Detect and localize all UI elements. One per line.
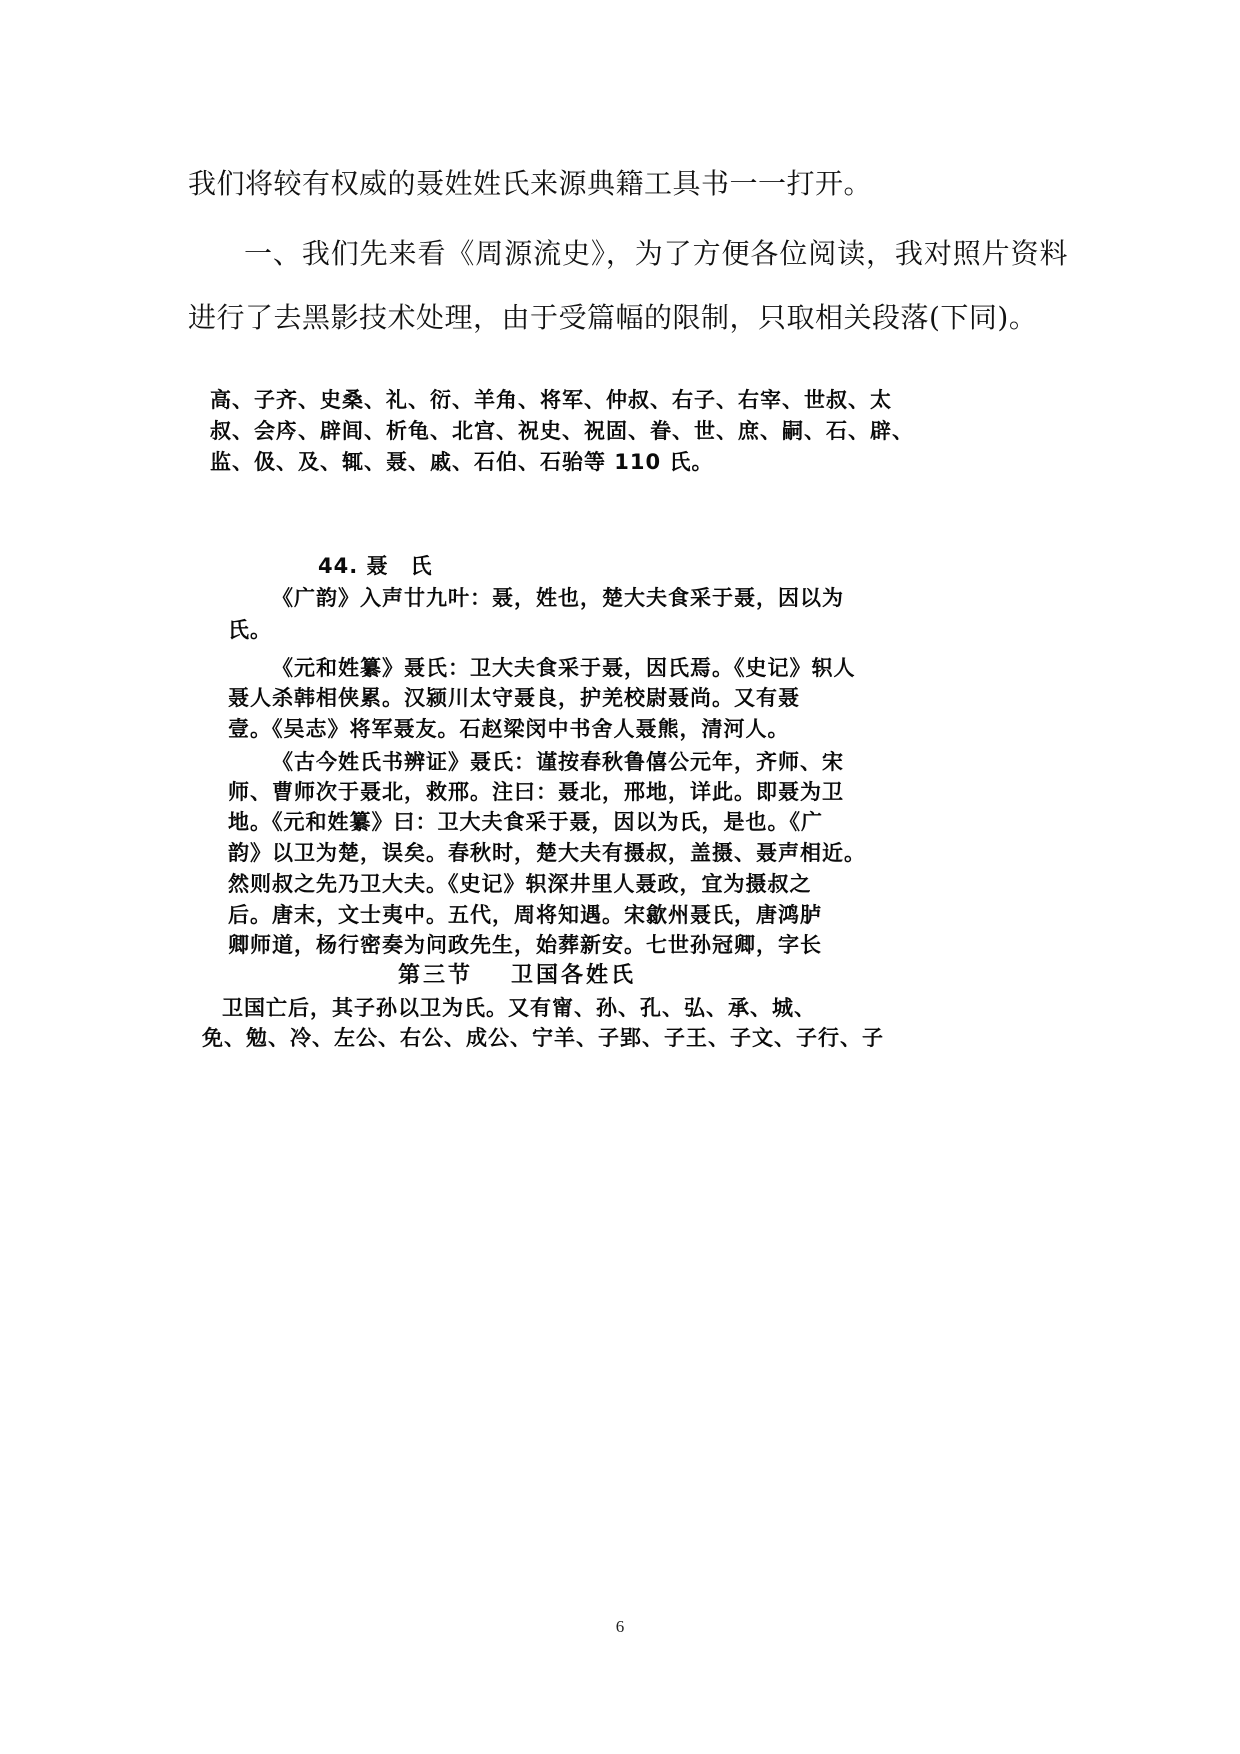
section-line: 免、勉、冷、左公、右公、成公、宁羊、子郢、子王、子文、子行、子 bbox=[202, 1026, 884, 1050]
entry-line: 《广韵》入声廿九叶：聂，姓也，楚大夫食采于聂，因以为 bbox=[272, 586, 844, 610]
scan-artifact bbox=[282, 520, 342, 526]
scanned-book-excerpt bbox=[202, 388, 962, 1050]
entry-line: 《元和姓纂》聂氏：卫大夫食采于聂，因氏焉。《史记》轵人 bbox=[272, 656, 856, 680]
entry-line: 师、曹师次于聂北，救邢。注曰：聂北，邢地，详此。即聂为卫 bbox=[228, 780, 844, 804]
entry-heading: 44. 聂 氏 bbox=[318, 554, 433, 578]
entry-line: 韵》以卫为楚，误矣。春秋时，楚大夫有摄叔，盖摄、聂声相近。 bbox=[228, 841, 866, 865]
entry-line: 然则叔之先乃卫大夫。《史记》轵深井里人聂政，宜为摄叔之 bbox=[228, 872, 812, 896]
scan-top-line: 监、伋、及、辄、聂、戚、石伯、石骀等 110 氏。 bbox=[210, 450, 714, 474]
entry-line: 聂人杀韩相侠累。汉颍川太守聂良，护羌校尉聂尚。又有聂 bbox=[228, 686, 800, 710]
section-line: 卫国亡后，其子孙以卫为氏。又有甯、孙、孔、弘、承、城、 bbox=[222, 996, 816, 1020]
scan-top-line: 叔、会庈、辟闾、析龟、北宫、祝史、祝固、眷、世、庶、嗣、石、辟、 bbox=[210, 419, 914, 443]
entry-line: 壹。《吴志》将军聂友。石赵梁闵中书舍人聂熊，清河人。 bbox=[228, 717, 790, 741]
page-number: 6 bbox=[615, 1617, 625, 1636]
intro-paragraph: 我们将较有权威的聂姓姓氏来源典籍工具书一一打开。 bbox=[188, 167, 873, 200]
entry-line: 《古今姓氏书辨证》聂氏：谨按春秋鲁僖公元年，齐师、宋 bbox=[272, 750, 844, 774]
entry-line: 氏。 bbox=[228, 618, 272, 642]
explanation-paragraph: 一、我们先来看《周源流史》，为了方便各位阅读，我对照片资料进行了去黑影技术处理，由于受篇幅的限制，只取相关段落(下同)。 bbox=[188, 237, 1068, 334]
section-number: 第三节 bbox=[398, 963, 474, 988]
entry-line: 后。唐末，文士夷中。五代，周将知遇。宋歙州聂氏，唐鸿胪 bbox=[228, 903, 822, 927]
entry-line: 地。《元和姓纂》曰：卫大夫食采于聂，因以为氏，是也。《广 bbox=[228, 810, 823, 834]
section-name: 卫国各姓氏 bbox=[511, 963, 637, 988]
scan-top-line: 高、子齐、史桑、礼、衍、羊角、将军、仲叔、右子、右宰、世叔、太 bbox=[210, 388, 892, 412]
section-heading bbox=[398, 958, 636, 989]
entry-line: 卿师道，杨行密奏为问政先生，始葬新安。七世孙冠卿，字长 bbox=[228, 933, 822, 957]
